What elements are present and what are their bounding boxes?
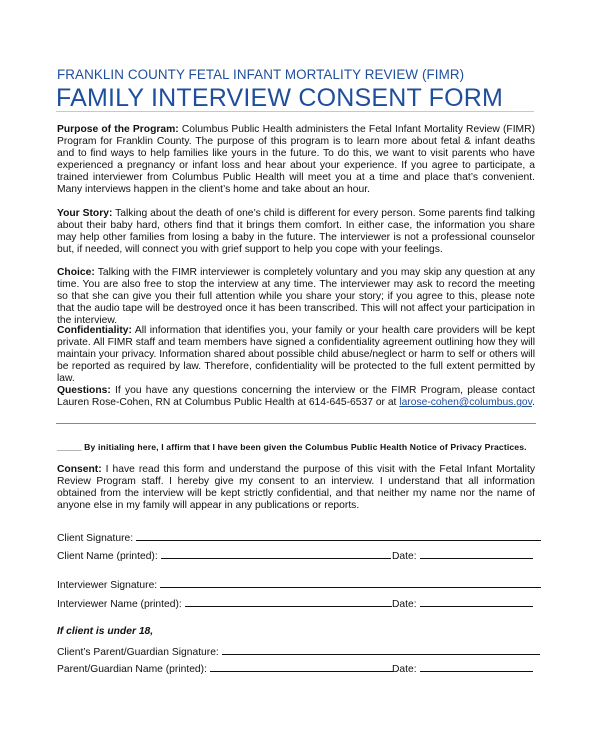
questions-text: If you have any questions concerning the interview or the FIMR Program, please contact Lauren Rose-Cohen, RN at Columbus Public Health at 614-645-6537 or at [57,385,535,409]
client-signature-row [57,530,541,545]
interviewer-date-field[interactable] [420,596,533,607]
consent-text: I have read this form and understand the purpose of this visit with the Fetal Infant Mortality Review Program staff. I hereby give my consent to an interview. I understand that all information obtained from the interview will be kept strictly confidential, and that neither my name nor the name of anyone else in my family will appear in any publications or reports. [57,464,535,512]
guardian-name-label: Parent/Guardian Name (printed): [57,664,207,675]
client-signature-label: Client Signature: [57,533,134,544]
choice-text: Talking with the FIMR interviewer is completely voluntary and you may skip any question at any time. You are also free to stop the interview at any time. The interviewer may ask to record the meeting so that she can give you their full attention while you share your story; if you agree to this, please note that the audio tape will be destroyed once it has been transcribed. This will not affect your participation in the interview. [57,267,535,327]
interviewer-name-label: Interviewer Name (printed): [57,599,182,610]
confidentiality-text: All information that identifies you, your family or your health care providers will be kept private. All FIMR staff and team members have signed a confidentiality agreement outlining how they will maintain your privacy. Information shared about possible child abuse/neglect or harm to self or others will be reported as required by law. Therefore, confidentiality will be protected to the full extent permitted by law. [57,325,535,385]
client-name-field[interactable] [161,548,391,559]
interviewer-signature-label: Interviewer Signature: [57,580,158,591]
guardian-signature-row [57,644,540,659]
story-heading: Your Story: [57,208,113,219]
program-subtitle: FRANKLIN COUNTY FETAL INFANT MORTALITY REVIEW (FIMR) [57,67,465,82]
interviewer-date-label: Date: [392,599,417,610]
guardian-name-row [57,661,393,676]
client-date-row [392,548,533,563]
confidentiality-heading: Confidentiality: [57,325,132,336]
questions-tail: . [532,397,535,409]
guardian-date-row [392,661,533,676]
privacy-initial-statement[interactable]: _____ By initialing here, I affirm that I have been given the Columbus Public Health Notice of Privacy Practices. [57,442,527,452]
form-title: FAMILY INTERVIEW CONSENT FORM [56,84,504,112]
guardian-signature-label: Client’s Parent/Guardian Signature: [57,647,219,658]
purpose-heading: Purpose of the Program: [57,124,179,135]
choice-paragraph [57,267,535,327]
header-divider [56,111,534,112]
minor-client-heading: If client is under 18, [57,626,154,637]
interviewer-signature-row [57,577,541,592]
client-signature-field[interactable] [136,530,541,541]
questions-heading: Questions: [57,385,111,396]
guardian-signature-field[interactable] [222,644,540,655]
client-name-label: Client Name (printed): [57,551,158,562]
guardian-date-label: Date: [392,664,417,675]
client-date-label: Date: [392,551,417,562]
consent-paragraph [57,464,535,512]
story-text: Talking about the death of one’s child is different for every person. Some parents find talking about their baby hard, others find that it brings them comfort. In either case, the information you share may help other families from losing a baby in the future. The interviewer is not a professional counselor but, if needed, will connect you with grief support to help you cope with your feelings. [57,208,535,256]
client-date-field[interactable] [420,548,533,559]
interviewer-date-row [392,596,533,611]
interviewer-signature-field[interactable] [160,577,541,588]
interviewer-name-field[interactable] [185,596,392,607]
guardian-name-field[interactable] [210,661,393,672]
purpose-text: Columbus Public Health administers the Fetal Infant Mortality Review (FIMR) Program for Franklin County. The purpose of this program is to learn more about fetal & infant deaths and to find ways to help families like yours in the future. To do this, we want to visit parents who have experienced a pregnancy or infant loss and hear about your experience. If you agree to participate, a trained interviewer from Columbus Public Health will meet you at a time and place that’s convenient. Many interviews happen in the client’s home and take about an hour. [57,124,535,196]
choice-heading: Choice: [57,267,95,278]
questions-paragraph [57,385,535,409]
guardian-date-field[interactable] [420,661,533,672]
client-name-row [57,548,391,563]
story-paragraph [57,208,535,256]
confidentiality-paragraph [57,325,535,385]
section-divider [56,423,536,424]
purpose-paragraph [57,124,535,197]
interviewer-name-row [57,596,392,611]
contact-email-link[interactable]: larose-cohen@columbus.gov [399,397,533,409]
consent-heading: Consent: [57,464,102,475]
